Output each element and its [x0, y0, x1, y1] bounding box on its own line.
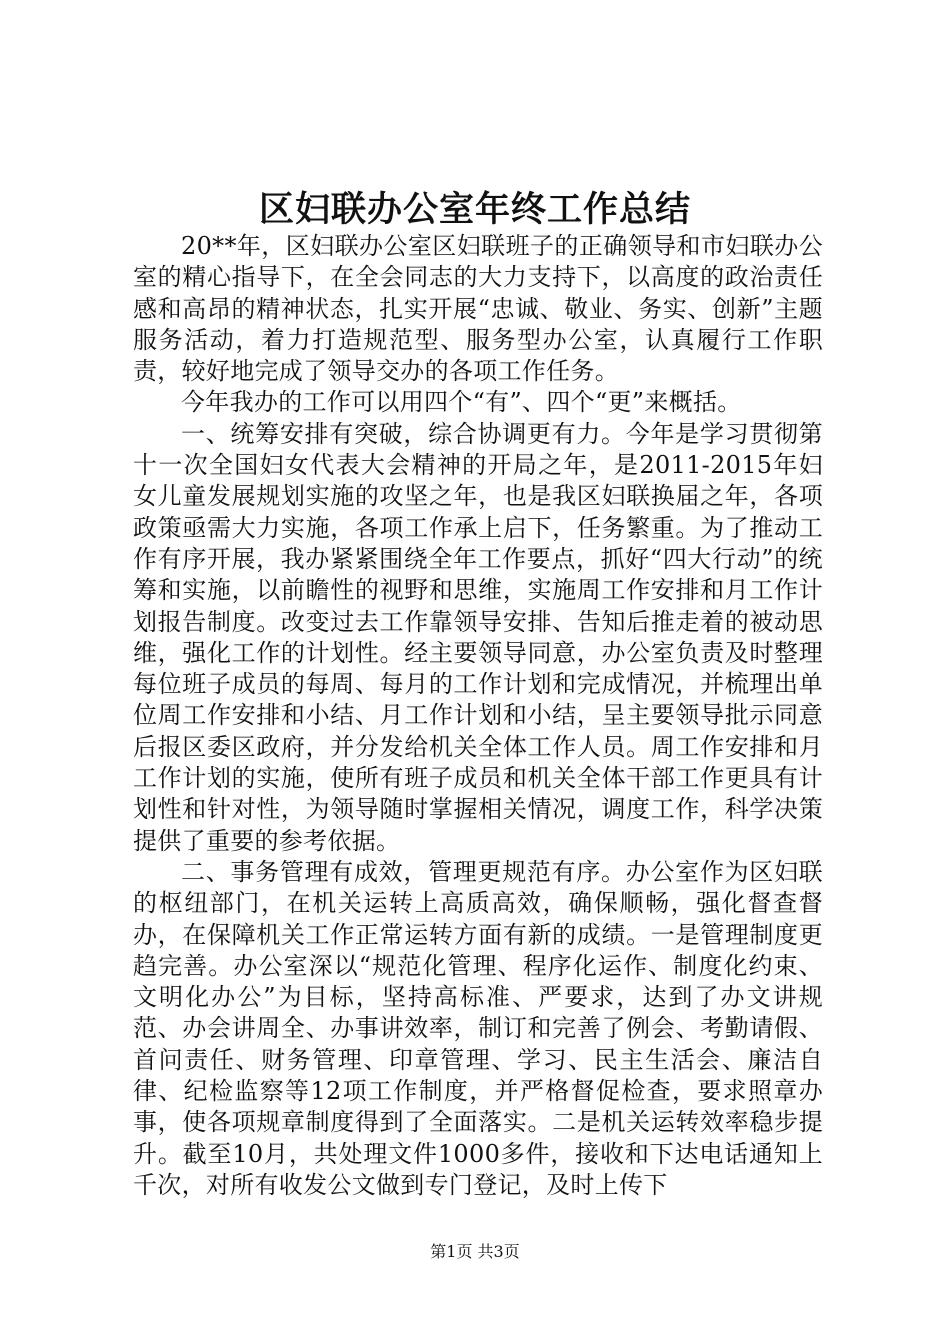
paragraph-section-two: 二、事务管理有成效，管理更规范有序。办公室作为区妇联的枢纽部门，在机关运转上高质高效，确保顺畅，强化督查督办，在保障机关工作正常运转方面有新的成绩。一是管理制度更趋完善。办公室深以“规范化管理、程序化运作、制度化约束、文明化办公”为目标，坚持高标准、严要求，达到了办文讲规范、办会讲周全、办事讲效率，制订和完善了例会、考勤请假、首问责任、财务管理、印章管理、学习、民主生活会、廉洁自律、纪检监察等12项工作制度，并严格督促检查，要求照章办事，使各项规章制度得到了全面落实。二是机关运转效率稳步提升。截至10月，共处理文件1000多件，接收和下达电话通知上千次，对所有收发公文做到专门登记，及时上传下: [133, 857, 823, 1199]
paragraph-section-one: 一、统筹安排有突破，综合协调更有力。今年是学习贯彻第十一次全国妇女代表大会精神的开局之年，是2011-2015年妇女儿童发展规划实施的攻坚之年，也是我区妇联换届之年，各项政策亟需大力实施，各项工作承上启下，任务繁重。为了推动工作有序开展，我办紧紧围绕全年工作要点，抓好“四大行动”的统筹和实施，以前瞻性的视野和思维，实施周工作安排和月工作计划报告制度。改变过去工作靠领导安排、告知后推走着的被动思维，强化工作的计划性。经主要领导同意，办公室负责及时整理每位班子成员的每周、每月的工作计划和完成情况，并梳理出单位周工作安排和小结、月工作计划和小结，呈主要领导批示同意后报区委区政府，并分发给机关全体工作人员。周工作安排和月工作计划的实施，使所有班子成员和机关全体干部工作更具有计划性和针对性，为领导随时掌握相关情况，调度工作，科学决策提供了重要的参考依据。: [133, 419, 823, 855]
document-body: [133, 231, 823, 1201]
page-number-footer: 第1页 共3页: [430, 1242, 520, 1261]
paragraph-intro: 20**年，区妇联办公室区妇联班子的正确领导和市妇联办公室的精心指导下，在全会同志的大力支持下，以高度的政治责任感和高昂的精神状态，扎实开展“忠诚、敬业、务实、创新”主题服务活动，着力打造规范型、服务型办公室，认真履行工作职责，较好地完成了领导交办的各项工作任务。: [133, 232, 823, 386]
paragraph-summary: 今年我办的工作可以用四个“有”、四个“更”来概括。: [181, 388, 742, 417]
document-title: 区妇联办公室年终工作总结: [258, 190, 691, 230]
